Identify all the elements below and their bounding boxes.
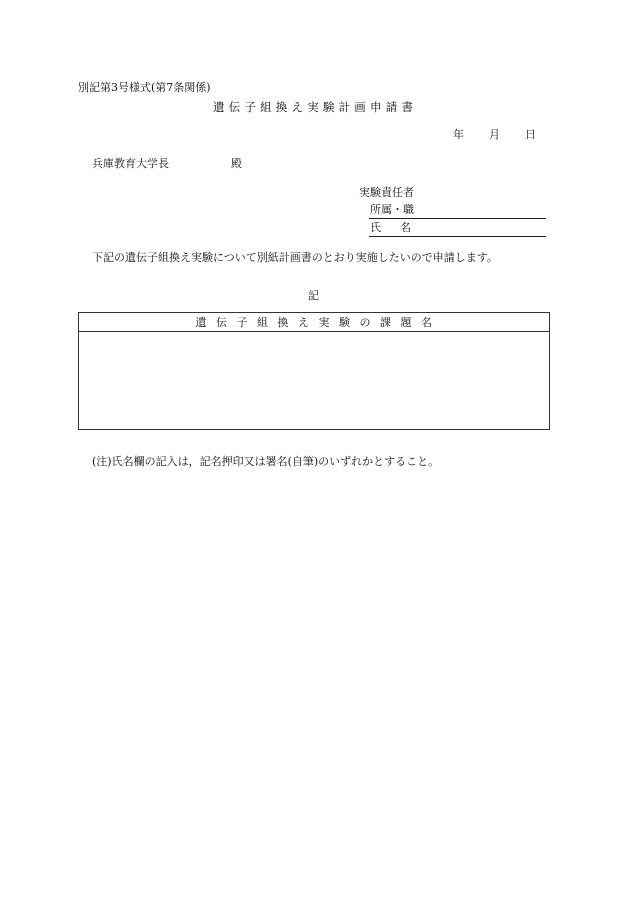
date-year-label: 年: [453, 128, 464, 141]
footnote: (注)氏名欄の記入は，記名押印又は署名(自筆)のいずれかとすること。: [92, 455, 440, 468]
date-month-label: 月: [489, 128, 500, 141]
request-statement: 下記の遺伝子組換え実験について別紙計画書のとおり実施したいので申請します。: [92, 251, 498, 264]
document-title: 遺伝子組換え実験計画申請書: [213, 100, 418, 114]
affiliation-label: 所属・職: [370, 203, 414, 216]
date-line: [453, 129, 536, 140]
name-label: 氏名: [370, 221, 430, 234]
theme-entry-field[interactable]: [79, 332, 549, 344]
experiment-theme-table: [78, 312, 550, 430]
theme-table-header: 遺伝子組換え実験の課題名: [79, 313, 549, 332]
researcher-heading: 実験責任者: [359, 186, 414, 199]
name-field[interactable]: [369, 222, 546, 237]
form-reference: 別記第3号様式(第7条関係): [78, 81, 211, 94]
addressee-honorific: 殿: [231, 157, 242, 170]
ki-label: 記: [308, 289, 319, 302]
affiliation-field[interactable]: [369, 204, 546, 219]
date-day-label: 日: [525, 128, 536, 141]
addressee-name: 兵庫教育大学長: [92, 157, 169, 170]
